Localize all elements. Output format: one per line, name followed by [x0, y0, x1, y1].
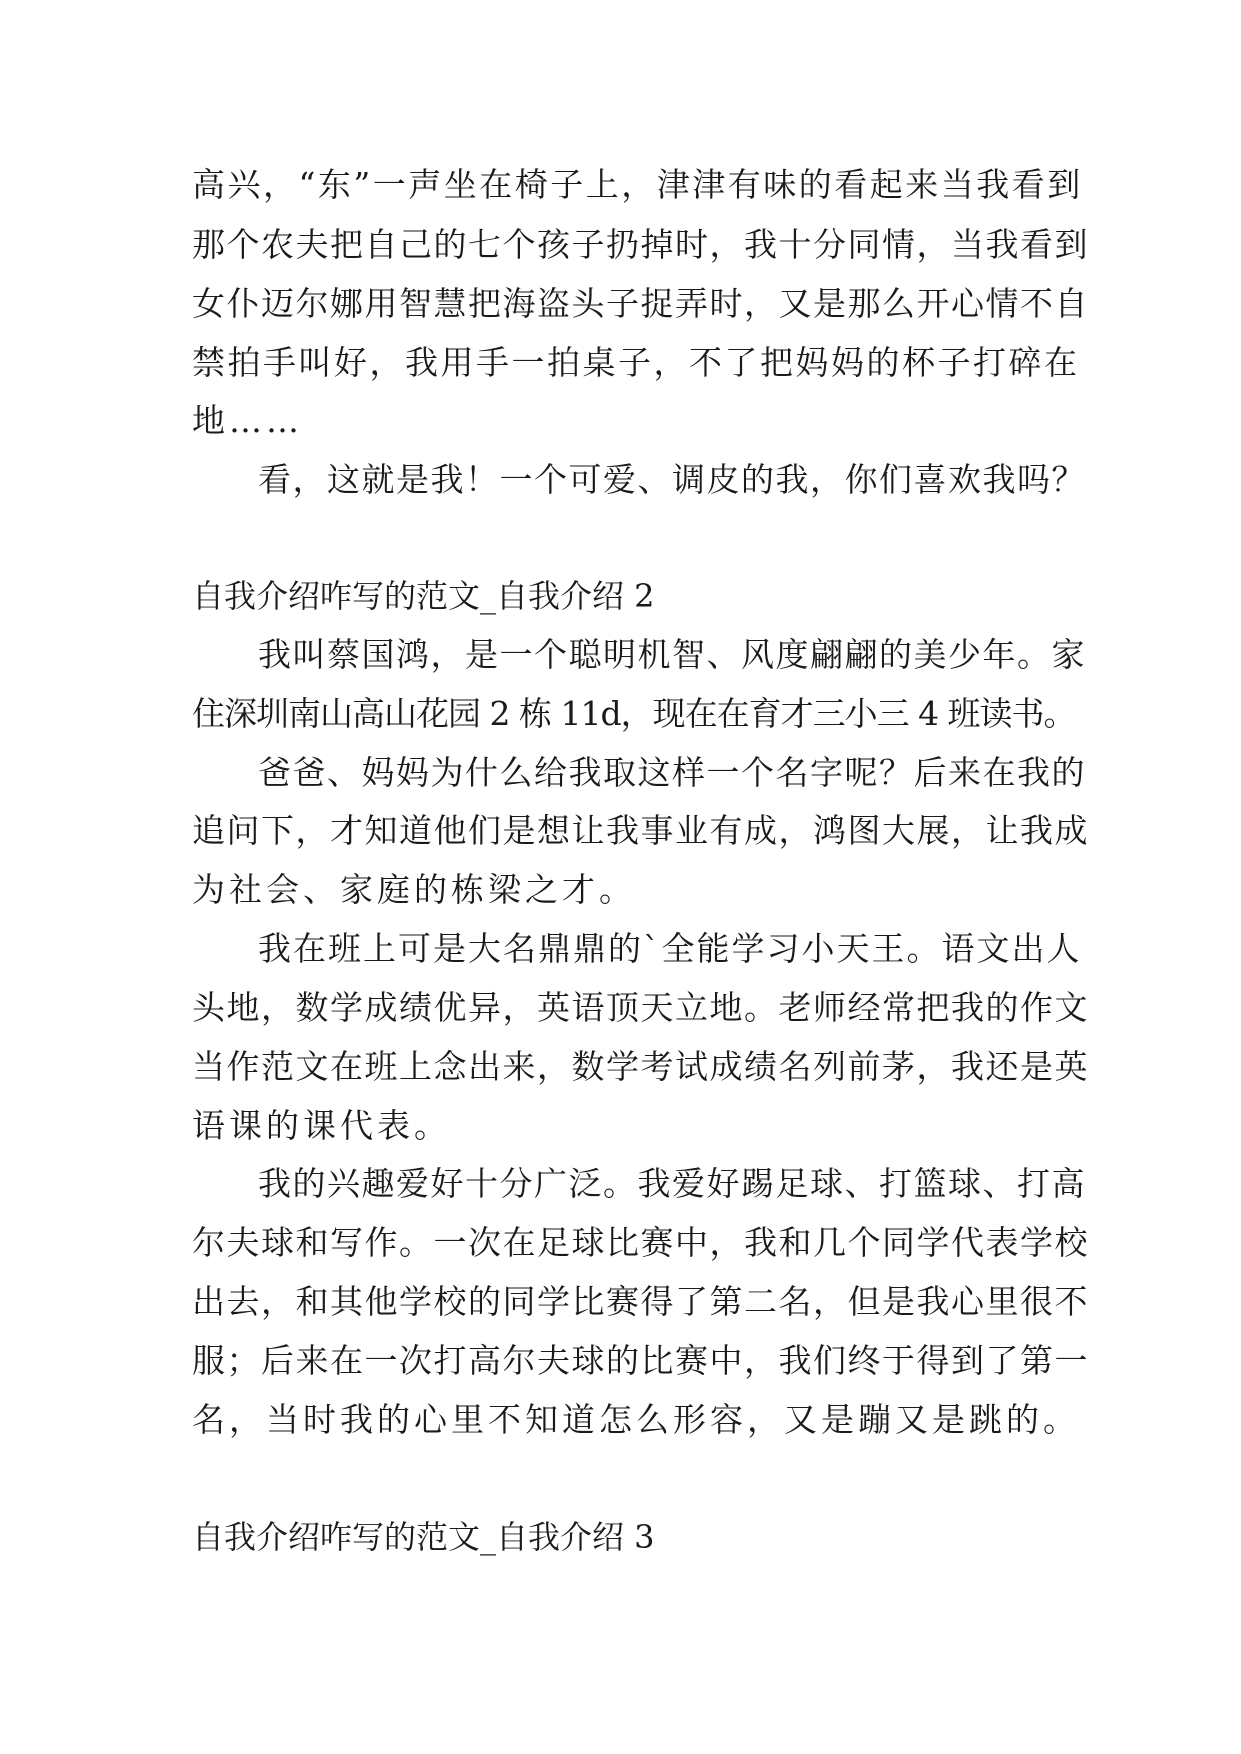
section-heading: 自我介绍咋写的范文_自我介绍 3 — [192, 1518, 655, 1556]
paragraph-line: 禁拍手叫好，我用手一拍桌子，不了把妈妈的杯子打碎在 — [192, 343, 1080, 382]
paragraph-line: 我在班上可是大名鼎鼎的`全能学习小天王。语文出人 — [258, 929, 1082, 968]
paragraph-line: 名，当时我的心里不知道怎么形容，又是蹦又是跳的。 — [192, 1400, 1080, 1439]
paragraph-line: 我的兴趣爱好十分广泛。我爱好踢足球、打篮球、打高 — [258, 1164, 1086, 1203]
paragraph-line: 住深圳南山高山花园 2 栋 11d，现在在育才三小三 4 班读书。 — [192, 694, 1076, 733]
paragraph-line: 爸爸、妈妈为什么给我取这样一个名字呢？后来在我的 — [258, 753, 1086, 792]
paragraph-line: 我叫蔡国鸿，是一个聪明机智、风度翩翩的美少年。家 — [258, 635, 1086, 674]
paragraph-line: 服；后来在一次打高尔夫球的比赛中，我们终于得到了第一 — [192, 1341, 1089, 1380]
paragraph-line: 尔夫球和写作。一次在足球比赛中，我和几个同学代表学校 — [192, 1223, 1089, 1262]
paragraph-line: 语课的课代表。 — [192, 1106, 451, 1145]
paragraph-line: 追问下，才知道他们是想让我事业有成，鸿图大展，让我成 — [192, 811, 1089, 850]
paragraph-line: 那个农夫把自己的七个孩子扔掉时，我十分同情，当我看到 — [192, 225, 1089, 264]
paragraph-line: 女仆迈尔娜用智慧把海盗头子捉弄时，又是那么开心情不自 — [192, 284, 1089, 323]
paragraph-line: 高兴，“东”一声坐在椅子上，津津有味的看起来当我看到 — [192, 165, 1083, 204]
paragraph-line: 出去，和其他学校的同学比赛得了第二名，但是我心里很不 — [192, 1282, 1089, 1321]
paragraph-line: 看，这就是我！一个可爱、调皮的我，你们喜欢我吗？ — [258, 460, 1086, 499]
section-heading: 自我介绍咋写的范文_自我介绍 2 — [192, 577, 655, 615]
paragraph-line: 头地，数学成绩优异，英语顶天立地。老师经常把我的作文 — [192, 988, 1089, 1027]
paragraph-line: 地…… — [192, 401, 303, 440]
paragraph-line: 当作范文在班上念出来，数学考试成绩名列前茅，我还是英 — [192, 1047, 1089, 1086]
paragraph-line: 为社会、家庭的栋梁之才。 — [192, 870, 636, 909]
